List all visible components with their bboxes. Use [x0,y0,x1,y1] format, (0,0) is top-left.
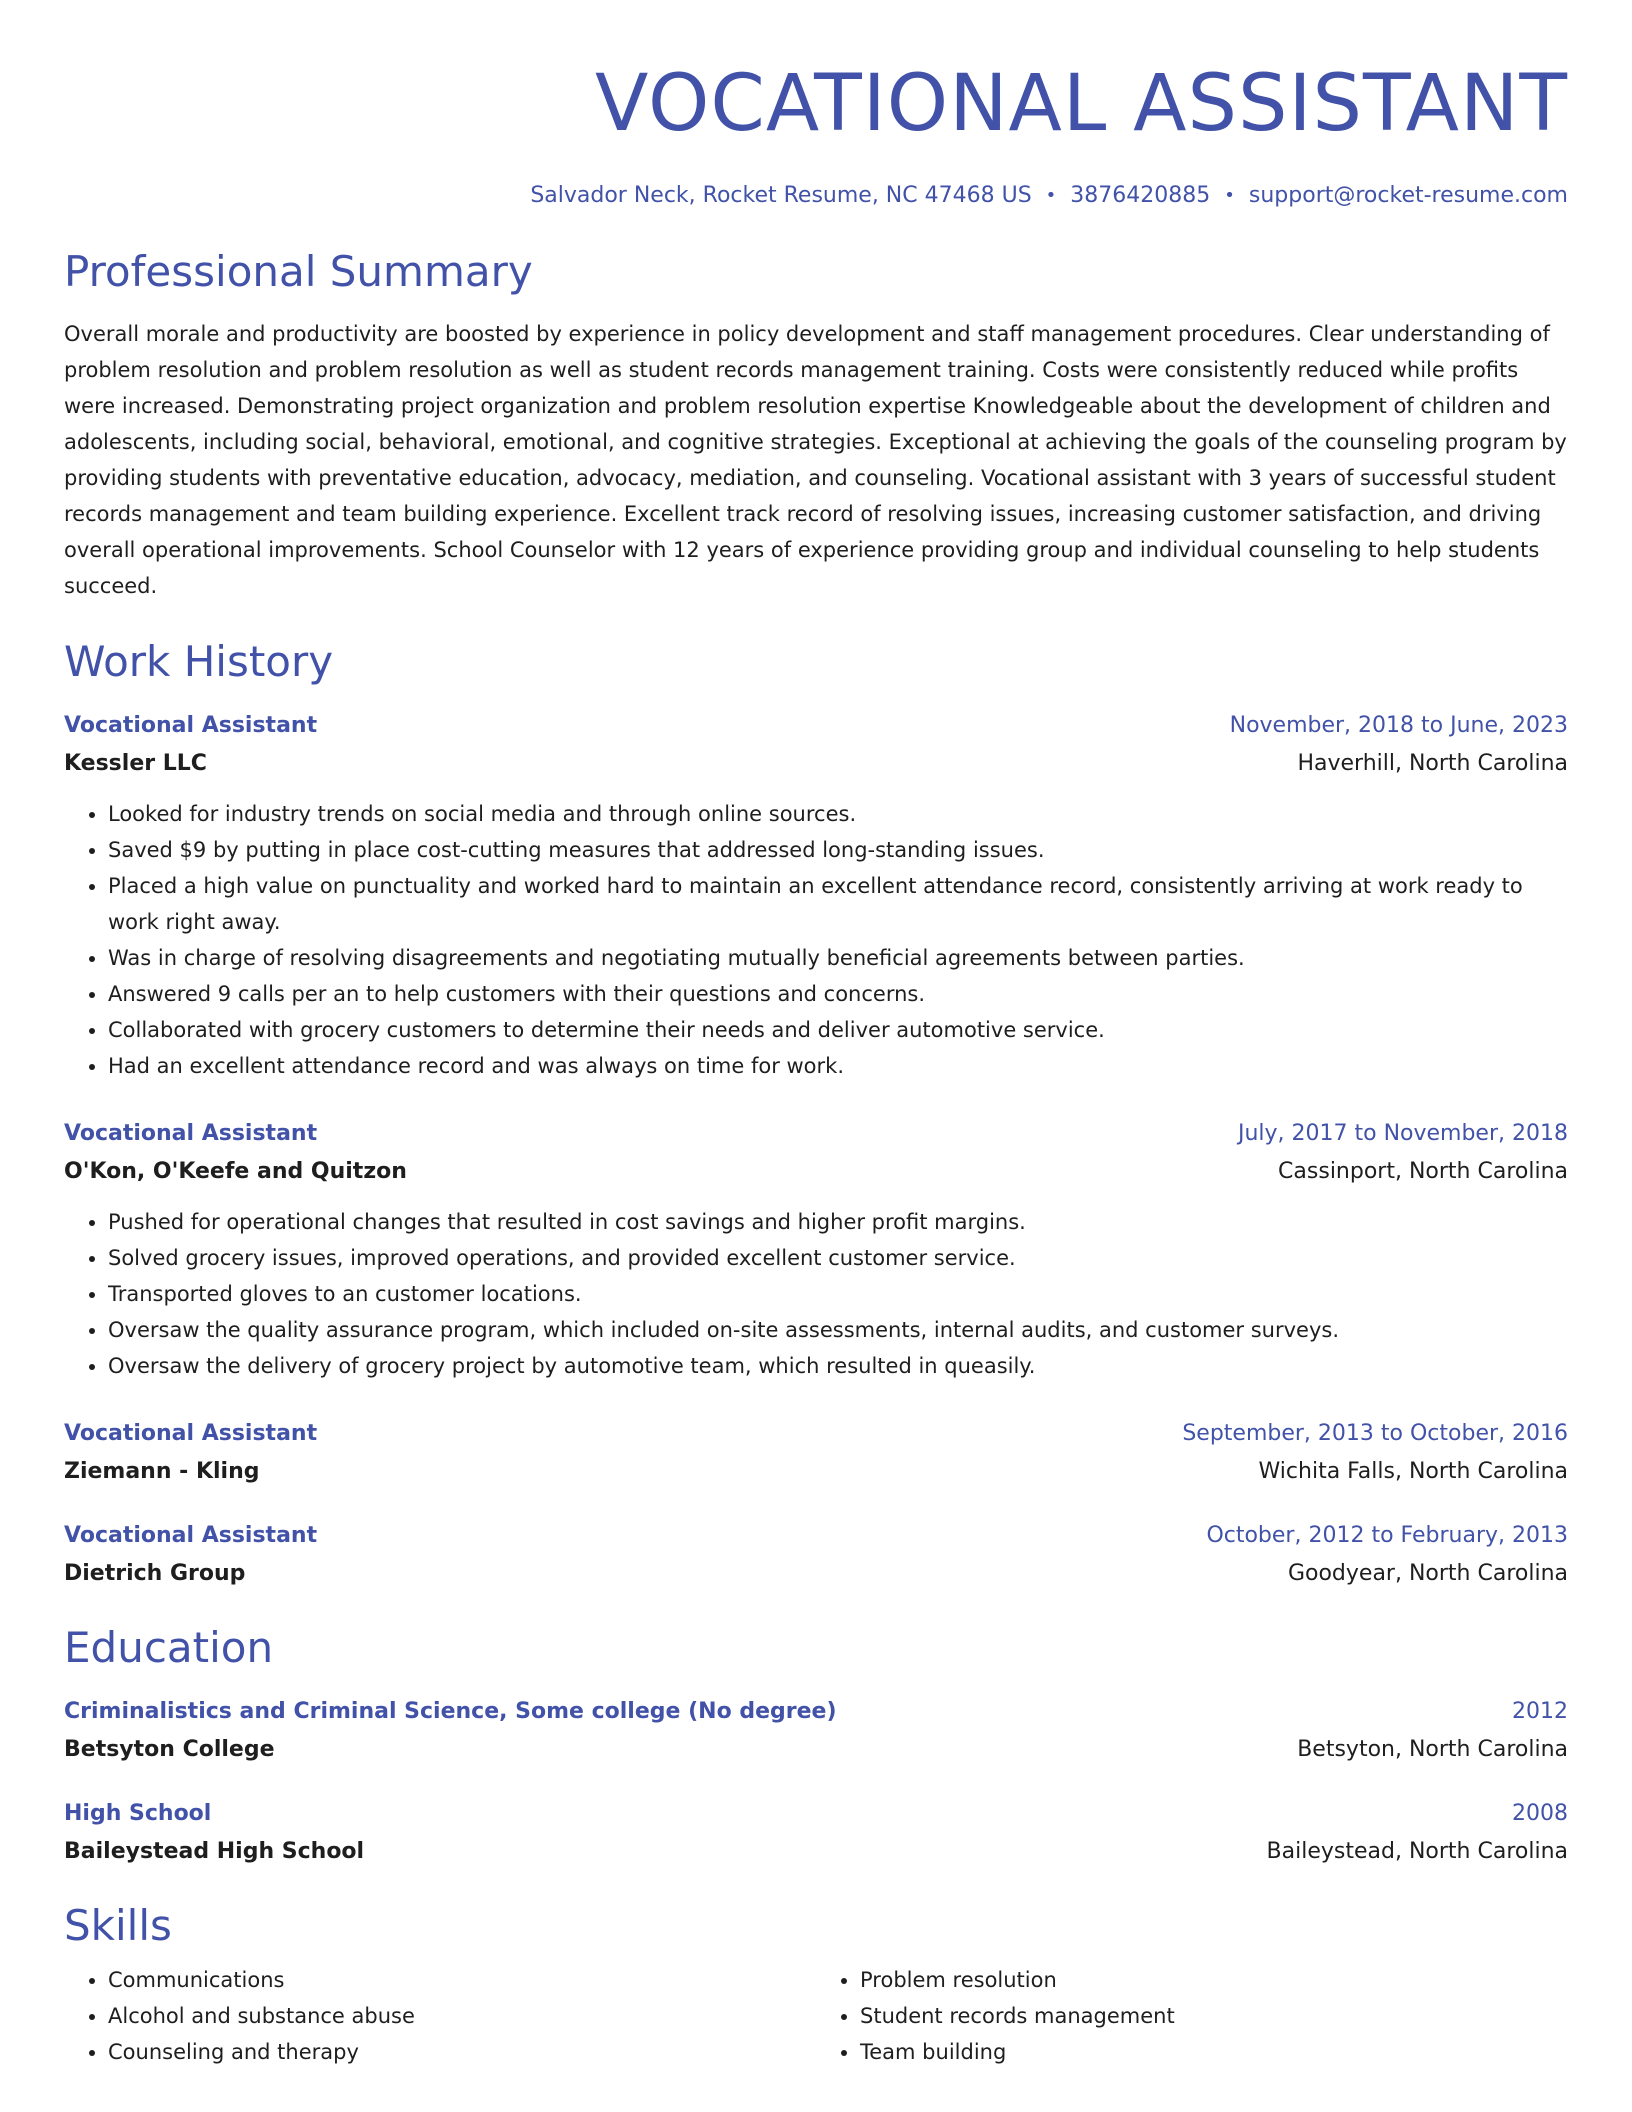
resume-name: VOCATIONAL ASSISTANT [595,59,1568,149]
education-entry [64,1794,1568,1870]
contact-phone: 3876420885 [1070,183,1211,208]
list-item: • Problem resolution [860,1962,1568,1998]
company-name: O'Kon, O'Keefe and Quitzon [64,1159,407,1184]
list-item: • Looked for industry trends on social media and through online sources. [108,796,1568,832]
job-dates: September, 2013 to October, 2016 [1182,1421,1568,1446]
work-entry-subheader [64,1556,1568,1592]
work-entry-subheader [64,746,1568,782]
summary-heading: Professional Summary [64,247,533,296]
degree-name: Criminalistics and Criminal Science, Some college (No degree) [64,1699,837,1724]
school-name: Baileystead High School [64,1839,365,1864]
job-bullets [64,1204,1568,1384]
work-entry-subheader [64,1154,1568,1190]
education-entry-header [64,1692,1568,1732]
summary-section [64,246,1568,604]
education-entry [64,1692,1568,1768]
list-item: • Counseling and therapy [108,2034,816,2070]
skills-heading: Skills [64,1901,172,1950]
graduation-year: 2012 [1512,1699,1568,1724]
list-item: • Team building [860,2034,1568,2070]
list-item: • Student records management [860,1998,1568,2034]
work-entry [64,706,1568,1084]
degree-name: High School [64,1801,212,1826]
education-entries [64,1692,1568,1870]
list-item: • Had an excellent attendance record and was always on time for work. [108,1048,1568,1084]
education-section [64,1622,1568,1870]
list-item: • Answered 9 calls per an to help customers with their questions and concerns. [108,976,1568,1012]
contact-separator: • [1224,185,1235,206]
summary-text: Overall morale and productivity are boosted by experience in policy development and staff management procedures. Clear understanding of problem resolution and problem resolution as well as student records management training. Costs were consistently reduced while profits were increased. Demonstrating project organization and problem resolution expertise Knowledgeable about the development of children and adolescents, including social, behavioral, emotional, and cognitive strategies. Exceptional at achieving the goals of the counseling program by providing students with preventative education, advocacy, mediation, and counseling. Vocational assistant with 3 years of successful student records management and team building experience. Excellent track record of resolving issues, increasing customer satisfaction, and driving overall operational improvements. School Counselor with 12 years of experience providing group and individual counseling to help students succeed. [64,322,1567,598]
company-name: Kessler LLC [64,751,207,776]
job-title: Vocational Assistant [64,1121,318,1146]
school-location: Baileystead, North Carolina [1266,1839,1568,1864]
job-title: Vocational Assistant [64,713,318,738]
job-location: Cassinport, North Carolina [1278,1159,1568,1184]
list-item: • Solved grocery issues, improved operations, and provided excellent customer service. [108,1240,1568,1276]
job-location: Goodyear, North Carolina [1287,1561,1568,1586]
skills-section [64,1900,1568,2070]
work-entry-header [64,706,1568,746]
resume-header [64,54,1568,212]
list-item: • Collaborated with grocery customers to determine their needs and deliver automotive service. [108,1012,1568,1048]
skills-columns [64,1962,1568,2070]
job-dates: November, 2018 to June, 2023 [1229,713,1568,738]
work-history-heading: Work History [64,637,334,686]
list-item: • Was in charge of resolving disagreements and negotiating mutually beneficial agreements between parties. [108,940,1568,976]
contact-line [64,180,1568,212]
job-location: Haverhill, North Carolina [1297,751,1568,776]
list-item: • Placed a high value on punctuality and worked hard to maintain an excellent attendance record, consistently arriving at work ready to work right away. [108,868,1568,940]
work-entries [64,706,1568,1592]
list-item: • Communications [108,1962,816,1998]
company-name: Ziemann - Kling [64,1459,260,1484]
work-entry [64,1516,1568,1592]
work-entry-header [64,1414,1568,1454]
job-dates: October, 2012 to February, 2013 [1206,1523,1568,1548]
job-location: Wichita Falls, North Carolina [1258,1459,1568,1484]
work-entry-header [64,1114,1568,1154]
job-dates: July, 2017 to November, 2018 [1237,1121,1568,1146]
graduation-year: 2008 [1512,1801,1568,1826]
job-title: Vocational Assistant [64,1523,318,1548]
work-entry [64,1414,1568,1490]
skills-list-right [816,1962,1568,2070]
list-item: • Oversaw the quality assurance program, which included on-site assessments, internal audits, and customer surveys. [108,1312,1568,1348]
list-item: • Pushed for operational changes that resulted in cost savings and higher profit margins. [108,1204,1568,1240]
contact-address: Salvador Neck, Rocket Resume, NC 47468 US [530,183,1032,208]
work-entry [64,1114,1568,1384]
education-entry-header [64,1794,1568,1834]
job-bullets [64,796,1568,1084]
job-title: Vocational Assistant [64,1421,318,1446]
work-history-section [64,636,1568,1592]
education-heading: Education [64,1623,274,1672]
work-entry-header [64,1516,1568,1556]
contact-separator: • [1045,185,1057,206]
work-entry-subheader [64,1454,1568,1490]
company-name: Dietrich Group [64,1561,246,1586]
education-entry-subheader [64,1732,1568,1768]
education-entry-subheader [64,1834,1568,1870]
list-item: • Oversaw the delivery of grocery project by automotive team, which resulted in queasily. [108,1348,1568,1384]
skills-list-left [64,1962,816,2070]
school-name: Betsyton College [64,1737,275,1762]
school-location: Betsyton, North Carolina [1297,1737,1568,1762]
list-item: • Transported gloves to an customer locations. [108,1276,1568,1312]
contact-email: support@rocket-resume.com [1248,183,1568,208]
list-item: • Saved $9 by putting in place cost-cutting measures that addressed long-standing issues. [108,832,1568,868]
list-item: • Alcohol and substance abuse [108,1998,816,2034]
